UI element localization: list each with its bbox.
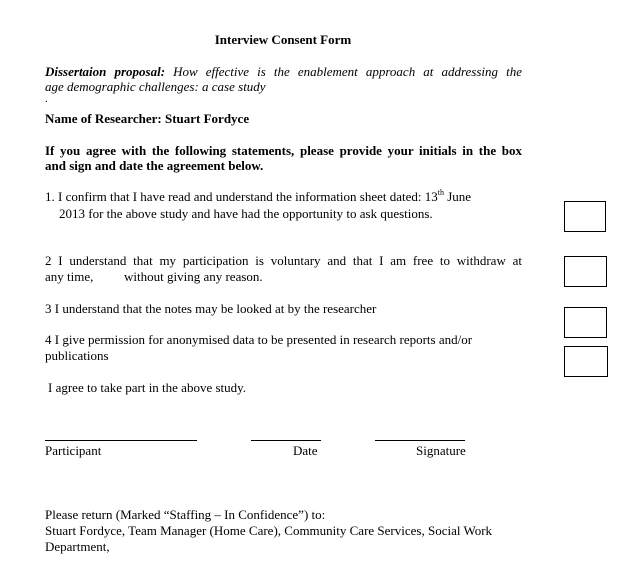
statement-1-text: 1. I confirm that I have read and understand the information sheet dated: 13 <box>45 189 438 204</box>
signature-label: Signature <box>416 443 466 458</box>
agreement-statement: I agree to take part in the above study. <box>48 380 247 395</box>
statement-2-line-2-a: any time, <box>45 269 94 284</box>
instructions-line-1: If you agree with the following statements, please provide your initials in the box <box>45 143 522 158</box>
signature-line[interactable] <box>375 440 465 441</box>
initials-box-4[interactable] <box>564 346 608 377</box>
participant-signature-line[interactable] <box>45 440 197 441</box>
statement-4-line-1: 4 I give permission for anonymised data to be presented in research reports and/or <box>45 332 473 347</box>
researcher-name: Stuart Fordyce <box>164 111 250 126</box>
researcher-label: Name of Researcher: <box>45 111 162 126</box>
statement-1-line-1 <box>45 189 471 204</box>
initials-box-2[interactable] <box>564 256 607 287</box>
researcher-line <box>45 111 249 126</box>
return-instructions: Please return (Marked “Staffing – In Confidence”) to: <box>45 507 326 522</box>
statement-2-line-1: 2 I understand that my participation is voluntary and that I am free to withdraw at <box>45 253 522 268</box>
statement-2-line-2-b: without giving any reason. <box>124 269 263 284</box>
initials-box-1[interactable] <box>564 201 606 232</box>
statement-1-month: June <box>444 189 472 204</box>
dissertation-title-part-1: How effective is the enablement approach at addressing the <box>173 64 522 79</box>
return-address-line-2: Department, <box>45 539 110 554</box>
date-label: Date <box>293 443 318 458</box>
statement-1-line-2: 2013 for the above study and have had the opportunity to ask questions. <box>59 206 433 221</box>
stray-dot: . <box>45 93 48 105</box>
date-signature-line[interactable] <box>251 440 321 441</box>
form-title: Interview Consent Form <box>214 32 352 47</box>
statement-1-superscript: th <box>437 187 444 197</box>
return-address-line-1: Stuart Fordyce, Team Manager (Home Care), Community Care Services, Social Work <box>45 523 493 538</box>
instructions-line-2: and sign and date the agreement below. <box>45 158 264 173</box>
statement-4-line-2: publications <box>45 348 109 363</box>
participant-label: Participant <box>45 443 102 458</box>
dissertation-title-part-2: age demographic challenges: a case study <box>45 79 266 94</box>
initials-box-3[interactable] <box>564 307 607 338</box>
dissertation-line-1 <box>45 64 522 79</box>
statement-3-line-1: 3 I understand that the notes may be looked at by the researcher <box>45 301 377 316</box>
dissertation-label: Dissertaion proposal: <box>45 64 166 79</box>
